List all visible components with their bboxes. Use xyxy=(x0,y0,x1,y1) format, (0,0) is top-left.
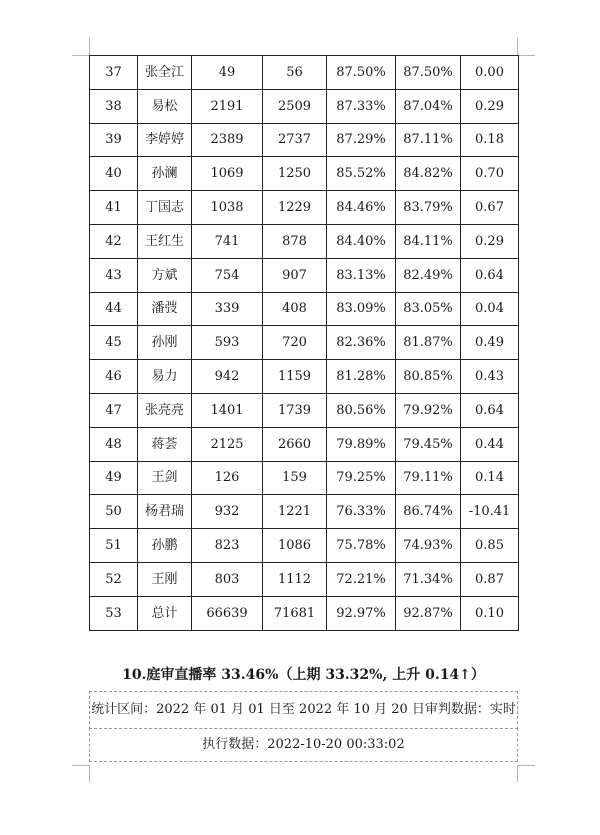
change-cell: 0.70 xyxy=(461,157,519,191)
count-b-cell: 56 xyxy=(263,56,327,90)
table-row xyxy=(90,360,519,394)
count-b-cell: 907 xyxy=(263,258,327,292)
prev-rate-cell: 87.11% xyxy=(396,123,461,157)
prev-rate-cell: 87.04% xyxy=(396,89,461,123)
table-row xyxy=(90,529,519,563)
table-row xyxy=(90,123,519,157)
count-a-cell: 803 xyxy=(192,562,263,596)
rank-cell: 52 xyxy=(90,562,138,596)
prev-rate-cell: 84.82% xyxy=(396,157,461,191)
rank-cell: 43 xyxy=(90,258,138,292)
count-a-cell: 942 xyxy=(192,360,263,394)
table-row xyxy=(90,157,519,191)
table-row xyxy=(90,495,519,529)
name-cell: 易力 xyxy=(138,360,192,394)
count-a-cell: 823 xyxy=(192,529,263,563)
count-b-cell: 1086 xyxy=(263,529,327,563)
count-a-cell: 126 xyxy=(192,461,263,495)
name-cell: 张全江 xyxy=(138,56,192,90)
rank-cell: 37 xyxy=(90,56,138,90)
rank-cell: 48 xyxy=(90,427,138,461)
change-cell: 0.29 xyxy=(461,224,519,258)
name-cell: 方斌 xyxy=(138,258,192,292)
prev-rate-cell: 81.87% xyxy=(396,326,461,360)
count-b-cell: 408 xyxy=(263,292,327,326)
crop-mark-top-right-h xyxy=(518,55,535,56)
count-a-cell: 1038 xyxy=(192,191,263,225)
count-b-cell: 1112 xyxy=(263,562,327,596)
change-cell: 0.67 xyxy=(461,191,519,225)
count-a-cell: 49 xyxy=(192,56,263,90)
count-b-cell: 720 xyxy=(263,326,327,360)
count-a-cell: 932 xyxy=(192,495,263,529)
name-cell: 丁国志 xyxy=(138,191,192,225)
rank-cell: 40 xyxy=(90,157,138,191)
count-b-cell: 159 xyxy=(263,461,327,495)
change-cell: 0.14 xyxy=(461,461,519,495)
count-a-cell: 2191 xyxy=(192,89,263,123)
prev-rate-cell: 74.93% xyxy=(396,529,461,563)
count-a-cell: 741 xyxy=(192,224,263,258)
rate-cell: 84.40% xyxy=(327,224,396,258)
change-cell: 0.00 xyxy=(461,56,519,90)
change-cell: 0.44 xyxy=(461,427,519,461)
crop-mark-bottom-right-h xyxy=(518,765,535,766)
rate-cell: 84.46% xyxy=(327,191,396,225)
rate-cell: 83.13% xyxy=(327,258,396,292)
crop-mark-top-left-v xyxy=(89,38,90,55)
count-a-cell: 339 xyxy=(192,292,263,326)
exec-data-text: 执行数据：2022-10-20 00:33:02 xyxy=(202,737,405,752)
table-row xyxy=(90,191,519,225)
rank-cell: 51 xyxy=(90,529,138,563)
prev-rate-cell: 71.34% xyxy=(396,562,461,596)
count-a-cell: 1401 xyxy=(192,393,263,427)
count-b-cell: 1159 xyxy=(263,360,327,394)
count-a-cell: 1069 xyxy=(192,157,263,191)
rate-cell: 87.50% xyxy=(327,56,396,90)
table-row xyxy=(90,326,519,360)
rank-cell: 45 xyxy=(90,326,138,360)
rank-cell: 38 xyxy=(90,89,138,123)
rate-cell: 75.78% xyxy=(327,529,396,563)
table-row xyxy=(90,89,519,123)
prev-rate-cell: 79.92% xyxy=(396,393,461,427)
change-cell: 0.87 xyxy=(461,562,519,596)
table-row xyxy=(90,258,519,292)
table-row xyxy=(90,562,519,596)
stats-range-box xyxy=(89,691,518,729)
name-cell: 王剑 xyxy=(138,461,192,495)
rate-cell: 92.97% xyxy=(327,596,396,630)
prev-rate-cell: 79.11% xyxy=(396,461,461,495)
rate-cell: 87.33% xyxy=(327,89,396,123)
table-row xyxy=(90,596,519,630)
change-cell: 0.18 xyxy=(461,123,519,157)
rank-cell: 47 xyxy=(90,393,138,427)
prev-rate-cell: 83.79% xyxy=(396,191,461,225)
prev-rate-cell: 83.05% xyxy=(396,292,461,326)
rate-cell: 79.89% xyxy=(327,427,396,461)
rank-cell: 44 xyxy=(90,292,138,326)
prev-rate-cell: 80.85% xyxy=(396,360,461,394)
ranking-table xyxy=(89,55,519,631)
rank-cell: 42 xyxy=(90,224,138,258)
name-cell: 杨君瑞 xyxy=(138,495,192,529)
count-b-cell: 1221 xyxy=(263,495,327,529)
change-cell: 0.49 xyxy=(461,326,519,360)
count-b-cell: 1229 xyxy=(263,191,327,225)
table-row xyxy=(90,56,519,90)
prev-rate-cell: 86.74% xyxy=(396,495,461,529)
change-cell: 0.64 xyxy=(461,393,519,427)
rate-cell: 83.09% xyxy=(327,292,396,326)
name-cell: 张亮亮 xyxy=(138,393,192,427)
rate-cell: 72.21% xyxy=(327,562,396,596)
table-row xyxy=(90,461,519,495)
rate-cell: 79.25% xyxy=(327,461,396,495)
name-cell: 蒋荟 xyxy=(138,427,192,461)
rate-cell: 81.28% xyxy=(327,360,396,394)
rank-cell: 50 xyxy=(90,495,138,529)
crop-mark-bottom-left-h xyxy=(72,765,89,766)
change-cell: 0.10 xyxy=(461,596,519,630)
rank-cell: 49 xyxy=(90,461,138,495)
table-row xyxy=(90,393,519,427)
rank-cell: 53 xyxy=(90,596,138,630)
rank-cell: 46 xyxy=(90,360,138,394)
change-cell: 0.29 xyxy=(461,89,519,123)
count-b-cell: 2509 xyxy=(263,89,327,123)
crop-mark-top-right-v xyxy=(517,38,518,55)
count-b-cell: 878 xyxy=(263,224,327,258)
count-a-cell: 593 xyxy=(192,326,263,360)
count-b-cell: 2660 xyxy=(263,427,327,461)
name-cell: 潘弢 xyxy=(138,292,192,326)
count-a-cell: 754 xyxy=(192,258,263,292)
name-cell: 易松 xyxy=(138,89,192,123)
name-cell: 孙澜 xyxy=(138,157,192,191)
table-row xyxy=(90,427,519,461)
change-cell: -10.41 xyxy=(461,495,519,529)
stats-range-text: 统计区间：2022 年 01 月 01 日至 2022 年 10 月 20 日审判数据：实时 xyxy=(91,702,516,717)
name-cell: 李婷婷 xyxy=(138,123,192,157)
table-row xyxy=(90,292,519,326)
rate-cell: 80.56% xyxy=(327,393,396,427)
exec-data-box xyxy=(89,728,518,762)
name-cell: 孙鹏 xyxy=(138,529,192,563)
change-cell: 0.85 xyxy=(461,529,519,563)
count-b-cell: 71681 xyxy=(263,596,327,630)
change-cell: 0.04 xyxy=(461,292,519,326)
table-body xyxy=(90,56,519,631)
rank-cell: 39 xyxy=(90,123,138,157)
name-cell: 孙刚 xyxy=(138,326,192,360)
change-cell: 0.43 xyxy=(461,360,519,394)
rank-cell: 41 xyxy=(90,191,138,225)
prev-rate-cell: 82.49% xyxy=(396,258,461,292)
prev-rate-cell: 92.87% xyxy=(396,596,461,630)
count-a-cell: 66639 xyxy=(192,596,263,630)
count-a-cell: 2125 xyxy=(192,427,263,461)
crop-mark-bottom-left-v xyxy=(89,765,90,782)
name-cell: 王红生 xyxy=(138,224,192,258)
prev-rate-cell: 87.50% xyxy=(396,56,461,90)
table-row xyxy=(90,224,519,258)
crop-mark-bottom-right-v xyxy=(517,765,518,782)
count-b-cell: 1250 xyxy=(263,157,327,191)
count-b-cell: 2737 xyxy=(263,123,327,157)
count-a-cell: 2389 xyxy=(192,123,263,157)
count-b-cell: 1739 xyxy=(263,393,327,427)
rate-cell: 82.36% xyxy=(327,326,396,360)
crop-mark-top-left-h xyxy=(72,55,89,56)
name-cell: 总计 xyxy=(138,596,192,630)
rate-cell: 85.52% xyxy=(327,157,396,191)
change-cell: 0.64 xyxy=(461,258,519,292)
rate-cell: 76.33% xyxy=(327,495,396,529)
section-heading: 10.庭审直播率 33.46%（上期 33.32%, 上升 0.14↑） xyxy=(122,667,485,683)
name-cell: 王刚 xyxy=(138,562,192,596)
rate-cell: 87.29% xyxy=(327,123,396,157)
prev-rate-cell: 84.11% xyxy=(396,224,461,258)
prev-rate-cell: 79.45% xyxy=(396,427,461,461)
